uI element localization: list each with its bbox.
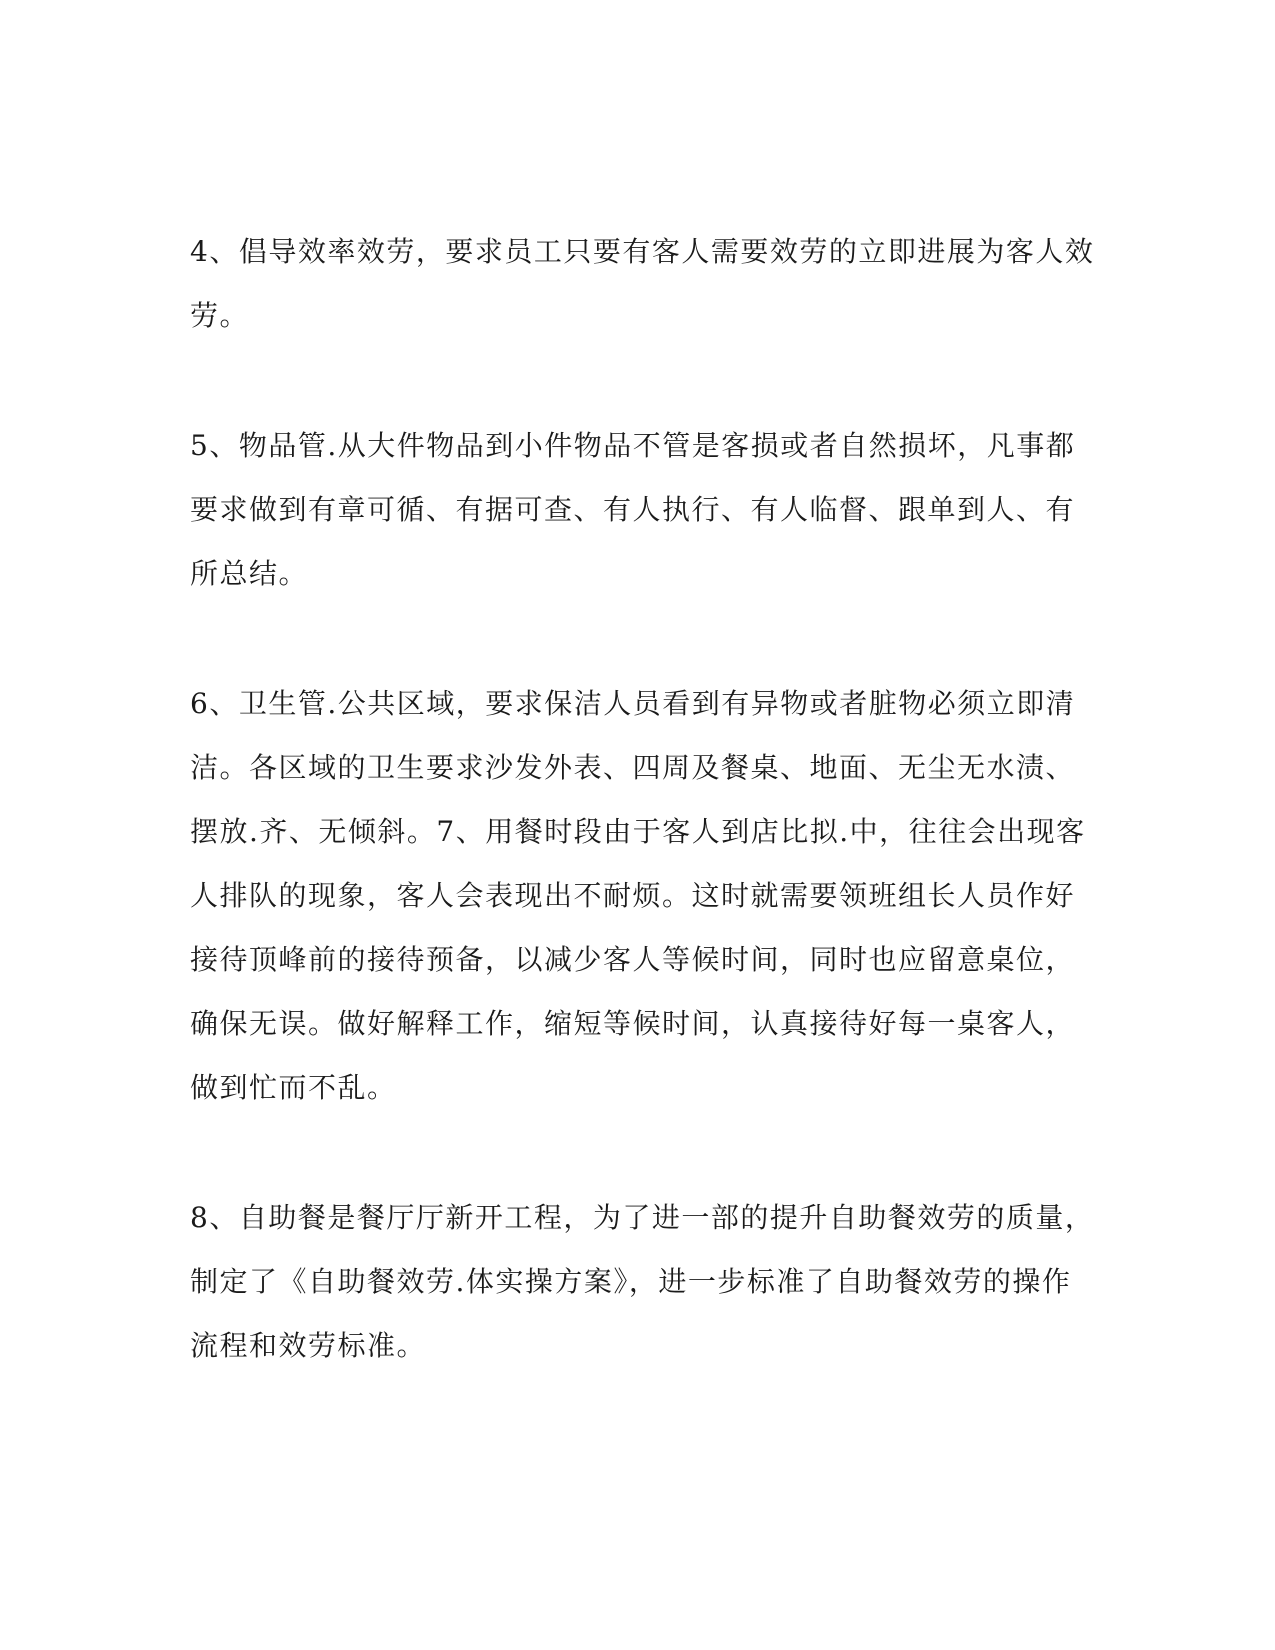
- text-line: 确保无误。做好解释工作，缩短等候时间，认真接待好每一桌客人，: [190, 1007, 1076, 1040]
- paragraph-6-7: [190, 672, 1085, 1120]
- paragraph-spacer: [190, 1120, 1085, 1186]
- text-line: 流程和效劳标准。: [190, 1329, 427, 1362]
- paragraph-spacer: [190, 348, 1085, 414]
- text-line: 制定了《自助餐效劳.体实操方案》，进一步标准了自助餐效劳的操作: [190, 1265, 1072, 1298]
- text-line: 8、自助餐是餐厅厅新开工程，为了进一部的提升自助餐效劳的质量，: [190, 1201, 1095, 1234]
- text-line: 所总结。: [190, 557, 309, 590]
- document-body: [190, 220, 1095, 1378]
- text-line: 6、卫生管.公共区域，要求保洁人员看到有异物或者脏物必须立即清: [190, 687, 1076, 720]
- text-line: 接待顶峰前的接待预备，以减少客人等候时间，同时也应留意桌位，: [190, 943, 1076, 976]
- paragraph-spacer: [190, 606, 1085, 672]
- text-line: 人排队的现象，客人会表现出不耐烦。这时就需要领班组长人员作好: [190, 879, 1076, 912]
- text-line: 摆放.齐、无倾斜。7、用餐时段由于客人到店比拟.中，往往会出现客: [190, 815, 1086, 848]
- text-line: 4、倡导效率效劳，要求员工只要有客人需要效劳的立即进展为客人效: [190, 235, 1095, 268]
- text-line: 劳。: [190, 299, 250, 332]
- paragraph-8: [190, 1186, 1095, 1378]
- paragraph-5: [190, 414, 1085, 606]
- text-line: 洁。各区域的卫生要求沙发外表、四周及餐桌、地面、无尘无水渍、: [190, 751, 1076, 784]
- text-line: 要求做到有章可循、有据可查、有人执行、有人临督、跟单到人、有: [190, 493, 1076, 526]
- text-line: 5、物品管.从大件物品到小件物品不管是客损或者自然损坏，凡事都: [190, 429, 1076, 462]
- paragraph-4: [190, 220, 1095, 348]
- text-line: 做到忙而不乱。: [190, 1071, 397, 1104]
